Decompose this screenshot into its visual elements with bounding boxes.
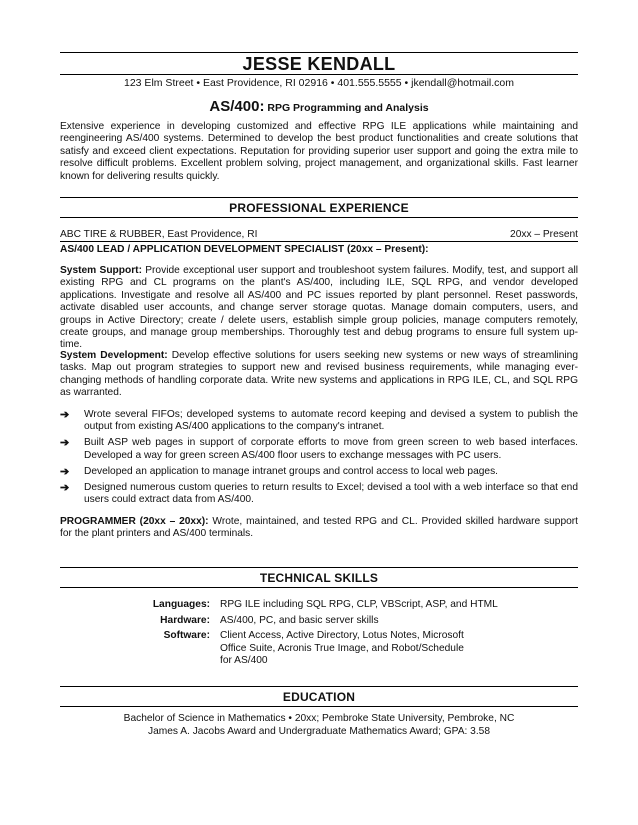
arrow-right-icon: ➔ [60, 409, 70, 421]
skills-section-header [60, 567, 578, 588]
arrow-right-icon: ➔ [60, 465, 70, 478]
arrow-right-icon: ➔ [60, 437, 70, 450]
list-item [60, 437, 578, 462]
headline-title: AS/400: [209, 98, 265, 115]
job-title: AS/400 LEAD / APPLICATION DEVELOPMENT SPECIALIST (20xx – Present): [60, 244, 429, 255]
education-awards: James A. Jacobs Award and Undergraduate Mathematics Award; GPA: 3.58 [147, 725, 491, 737]
skill-label: Languages: [152, 599, 210, 610]
system-development-text: Develop effective solutions for users seeking new systems or new ways of streamlining tasks. Map out program strategies to support new and revised business requirements, while managing ever-changing methods of handling corporate data. Write new systems and applications in RPG ILE, CL, and SQL RPG as warranted. [60, 350, 579, 399]
system-development-label: System Development: [60, 350, 168, 361]
candidate-name: JESSE KENDALL [242, 54, 396, 74]
system-support-label: System Support: [60, 265, 142, 276]
contact-line: 123 Elm Street • East Providence, RI 02916 • 401.555.5555 • jkendall@hotmail.com [124, 77, 514, 89]
achievement-list [60, 409, 578, 510]
top-rule [60, 52, 578, 53]
section-rule [60, 587, 578, 588]
summary-paragraph: Extensive experience in developing customized and effective RPG ILE applications while maintaining and reengineering AS/400 systems. Determined to develop the best product functionalities and create solutions that satisfy and exceed client expectations. Reputation for providing superior user support and going the extra mile to resolve difficult problems. Excellent problem solving, project management, and organizational skills. Fast learner known for delivering results quickly. [60, 121, 578, 182]
system-development-paragraph [60, 350, 578, 400]
list-item-text: Built ASP web pages in support of corporate efforts to move from green screen to web based interfaces. Developed a way for green screen AS/400 floor users to exchange messages with PC users. [84, 437, 578, 461]
headline-subtitle: RPG Programming and Analysis [264, 102, 429, 114]
skill-label: Hardware: [160, 614, 210, 626]
name-rule [60, 74, 578, 75]
list-item-text: Designed numerous custom queries to return results to Excel; devised a tool with a web interface so that end users could extract data from AS/400. [84, 481, 578, 505]
list-item [60, 466, 578, 478]
programmer-label: PROGRAMMER (20xx – 20xx): [60, 516, 209, 527]
system-support-paragraph [60, 265, 578, 352]
skills-list [60, 599, 578, 671]
skill-row [60, 630, 578, 668]
list-item-text: Wrote several FIFOs; developed systems to automate record keeping and devised a system to publish the output from existing AS/400 applications to the company's intranet. [84, 409, 578, 433]
skill-row [60, 615, 578, 628]
education-section-header [60, 686, 578, 707]
skill-value: Client Access, Active Directory, Lotus Notes, Microsoft Office Suite, Acronis True Image, and Robot/Schedule for AS/400 [220, 630, 464, 667]
list-item [60, 409, 578, 434]
company-rule [60, 241, 578, 242]
education-degree: Bachelor of Science in Mathematics • 20xx; Pembroke State University, Pembroke, NC [123, 713, 515, 724]
programmer-paragraph [60, 516, 578, 541]
system-support-text: Provide exceptional user support and troubleshoot system failures. Modify, test, and support all existing RPG and CL programs on the plant's AS/400, including ILE, SQL RPG, and vendor developed applications. Investigate and resolve all AS/400 and PC issues reported by plant personnel. Reset passwords, activate disabled user accounts, and change server storage quotas. Manage domain computers, users, and groups in Active Directory; create / delete users, establish simple group policies, manage computers remotely, create groups, and manage group memberships. Thoroughly test and debug programs to ensure full system up-time. [60, 265, 578, 351]
skill-value: RPG ILE including SQL RPG, CLP, VBScript, ASP, and HTML [220, 599, 498, 610]
section-title: EDUCATION [282, 690, 356, 704]
section-rule [60, 706, 578, 707]
list-item [60, 482, 578, 507]
company-name: ABC TIRE & RUBBER, East Providence, RI [60, 229, 258, 240]
section-rule [60, 217, 578, 218]
section-title: PROFESSIONAL EXPERIENCE [229, 201, 409, 215]
skill-label: Software: [163, 630, 210, 642]
skill-row [60, 599, 578, 612]
headline [60, 98, 578, 116]
experience-section-header [60, 197, 578, 218]
programmer-text: Wrote, maintained, and tested RPG and CL. Provided skilled hardware support for the plant printers and AS/400 terminals. [60, 516, 578, 540]
arrow-right-icon: ➔ [60, 481, 70, 494]
list-item-text: Developed an application to manage intranet groups and control access to local web pages. [84, 465, 498, 477]
skill-value: AS/400, PC, and basic server skills [220, 614, 379, 626]
section-title: TECHNICAL SKILLS [259, 571, 379, 585]
education-details [60, 713, 578, 738]
company-dates: 20xx – Present [510, 229, 578, 240]
company-line [60, 229, 578, 240]
